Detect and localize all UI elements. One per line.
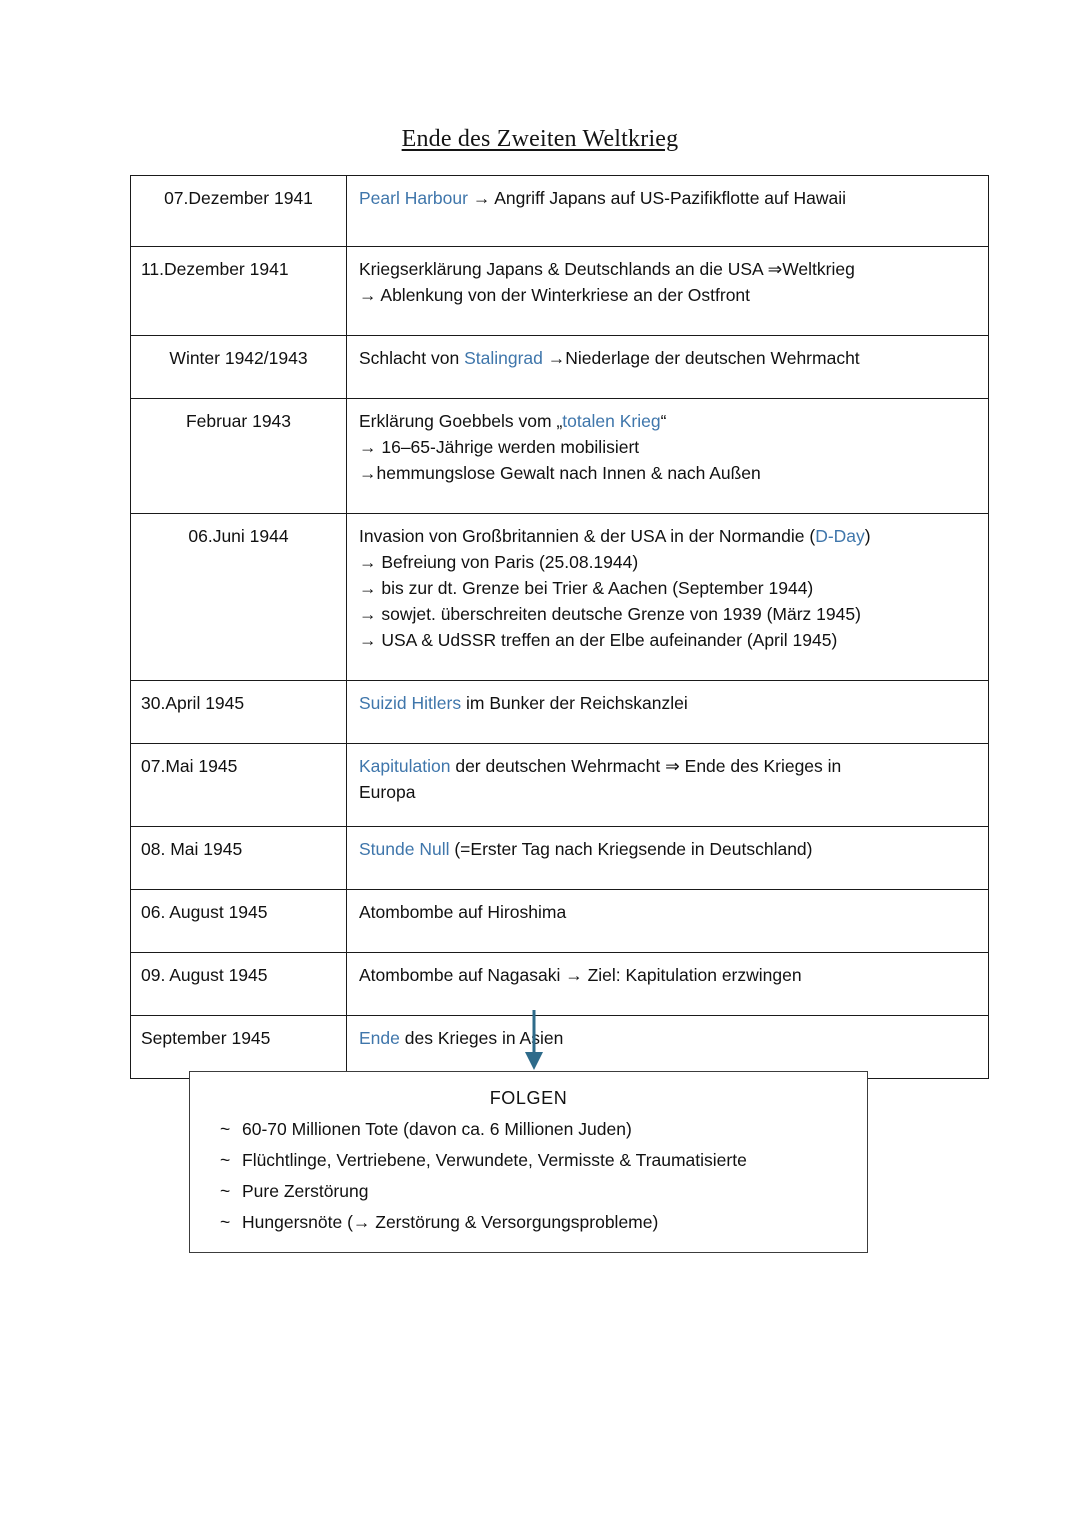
- page-title: [0, 124, 1080, 154]
- row-date-cell: 06. August 1945: [131, 890, 347, 953]
- table-row: [131, 744, 989, 827]
- row-description-cell: [347, 336, 989, 399]
- table-row: [131, 827, 989, 890]
- row-description-line: [359, 523, 978, 549]
- row-description-line: [359, 345, 978, 371]
- row-description-cell: [347, 176, 989, 247]
- row-description-line: [359, 899, 978, 925]
- highlighted-term: Kapitulation: [359, 756, 451, 776]
- plain-text: → 16–65-Jährige werden mobilisiert: [359, 437, 640, 457]
- plain-text: des Krieges in Asien: [399, 1028, 564, 1048]
- highlighted-term: Suizid Hitlers: [359, 693, 462, 713]
- row-description-cell: [347, 1016, 989, 1079]
- row-description-line: [359, 575, 978, 601]
- tilde-bullet-icon: ~: [220, 1212, 231, 1232]
- table-row: [131, 247, 989, 336]
- timeline-table-body: [131, 176, 989, 1079]
- row-description-line: [359, 962, 978, 988]
- highlighted-term: Stunde Null: [359, 839, 450, 859]
- plain-text: → Ablenkung von der Winterkriese an der Ostfront: [359, 285, 751, 305]
- table-row: [131, 399, 989, 514]
- plain-text: → Angriff Japans auf US-Pazifikflotte auf Hawaii: [467, 188, 847, 208]
- page-title-text: Ende des Zweiten Weltkrieg: [401, 126, 679, 152]
- tilde-bullet-icon: ~: [220, 1181, 231, 1201]
- plain-text: Erklärung Goebbels vom „: [359, 411, 563, 431]
- row-date-cell: 07.Dezember 1941: [131, 176, 347, 247]
- highlighted-term: totalen Krieg: [562, 411, 661, 431]
- list-item: [208, 1145, 849, 1176]
- plain-text: Atombombe auf Hiroshima: [359, 902, 567, 922]
- row-description-line: [359, 836, 978, 862]
- row-description-cell: [347, 514, 989, 681]
- highlighted-term: Stalingrad: [464, 348, 543, 368]
- plain-text: ): [864, 526, 871, 546]
- row-description-cell: [347, 247, 989, 336]
- table-row: [131, 514, 989, 681]
- row-description-line: [359, 1025, 978, 1051]
- plain-text: der deutschen Wehrmacht ⇒ Ende des Krieges in: [450, 756, 842, 776]
- row-date-cell: 30.April 1945: [131, 681, 347, 744]
- plain-text: “: [660, 411, 667, 431]
- row-date-cell: 06.Juni 1944: [131, 514, 347, 681]
- plain-text: → USA & UdSSR treffen an der Elbe aufeinander (April 1945): [359, 630, 838, 650]
- list-item: [208, 1176, 849, 1207]
- timeline-table: [130, 175, 989, 1079]
- row-description-line: [359, 434, 978, 460]
- list-item-label: 60-70 Millionen Tote (davon ca. 6 Millionen Juden): [242, 1119, 632, 1139]
- plain-text: Schlacht von: [359, 348, 465, 368]
- highlighted-term: Pearl Harbour: [359, 188, 468, 208]
- plain-text: → sowjet. überschreiten deutsche Grenze von 1939 (März 1945): [359, 604, 861, 624]
- list-item: [208, 1207, 849, 1238]
- table-row: [131, 953, 989, 1016]
- row-description-line: [359, 282, 978, 308]
- plain-text: → Befreiung von Paris (25.08.1944): [359, 552, 639, 572]
- row-date-cell: 11.Dezember 1941: [131, 247, 347, 336]
- highlighted-term: D-Day: [815, 526, 865, 546]
- plain-text: Europa: [359, 782, 416, 802]
- row-date-cell: September 1945: [131, 1016, 347, 1079]
- row-description-cell: [347, 953, 989, 1016]
- plain-text: → bis zur dt. Grenze bei Trier & Aachen (September 1944): [359, 578, 814, 598]
- table-row: [131, 1016, 989, 1079]
- list-item-label: Pure Zerstörung: [242, 1181, 369, 1201]
- list-item: [208, 1114, 849, 1145]
- row-description-line: [359, 408, 978, 434]
- row-description-line: [359, 601, 978, 627]
- row-description-line: [359, 256, 978, 282]
- folgen-box: [189, 1071, 868, 1253]
- table-row: [131, 336, 989, 399]
- row-date-cell: Winter 1942/1943: [131, 336, 347, 399]
- row-date-cell: 09. August 1945: [131, 953, 347, 1016]
- row-description-cell: [347, 890, 989, 953]
- plain-text: (=Erster Tag nach Kriegsende in Deutschland): [449, 839, 813, 859]
- row-date-cell: 07.Mai 1945: [131, 744, 347, 827]
- plain-text: Invasion von Großbritannien & der USA in der Normandie (: [359, 526, 816, 546]
- folgen-heading: FOLGEN: [489, 1088, 568, 1108]
- plain-text: im Bunker der Reichskanzlei: [461, 693, 688, 713]
- arrow-down-icon: [514, 1010, 554, 1072]
- row-description-line: [359, 460, 978, 486]
- plain-text: →Niederlage der deutschen Wehrmacht: [542, 348, 860, 368]
- row-description-line: [359, 690, 978, 716]
- table-row: [131, 681, 989, 744]
- row-description-line: [359, 753, 978, 779]
- row-description-line: [359, 549, 978, 575]
- table-row: [131, 890, 989, 953]
- tilde-bullet-icon: ~: [220, 1150, 231, 1170]
- row-description-cell: [347, 681, 989, 744]
- table-row: [131, 176, 989, 247]
- tilde-bullet-icon: ~: [220, 1119, 231, 1139]
- row-date-cell: 08. Mai 1945: [131, 827, 347, 890]
- row-date-cell: Februar 1943: [131, 399, 347, 514]
- highlighted-term: Ende: [359, 1028, 400, 1048]
- row-description-line: [359, 627, 978, 653]
- row-description-line: [359, 185, 978, 211]
- row-description-cell: [347, 827, 989, 890]
- row-description-cell: [347, 744, 989, 827]
- plain-text: →hemmungslose Gewalt nach Innen & nach Außen: [359, 463, 761, 483]
- row-description-cell: [347, 399, 989, 514]
- plain-text: Kriegserklärung Japans & Deutschlands an die USA ⇒Weltkrieg: [359, 259, 855, 279]
- row-description-line: [359, 779, 978, 805]
- list-item-label: Flüchtlinge, Vertriebene, Verwundete, Vermisste & Traumatisierte: [242, 1150, 747, 1170]
- plain-text: Atombombe auf Nagasaki → Ziel: Kapitulation erzwingen: [359, 965, 802, 985]
- list-item-label: Hungersnöte (→ Zerstörung & Versorgungsprobleme): [242, 1212, 659, 1232]
- folgen-list: [208, 1114, 849, 1238]
